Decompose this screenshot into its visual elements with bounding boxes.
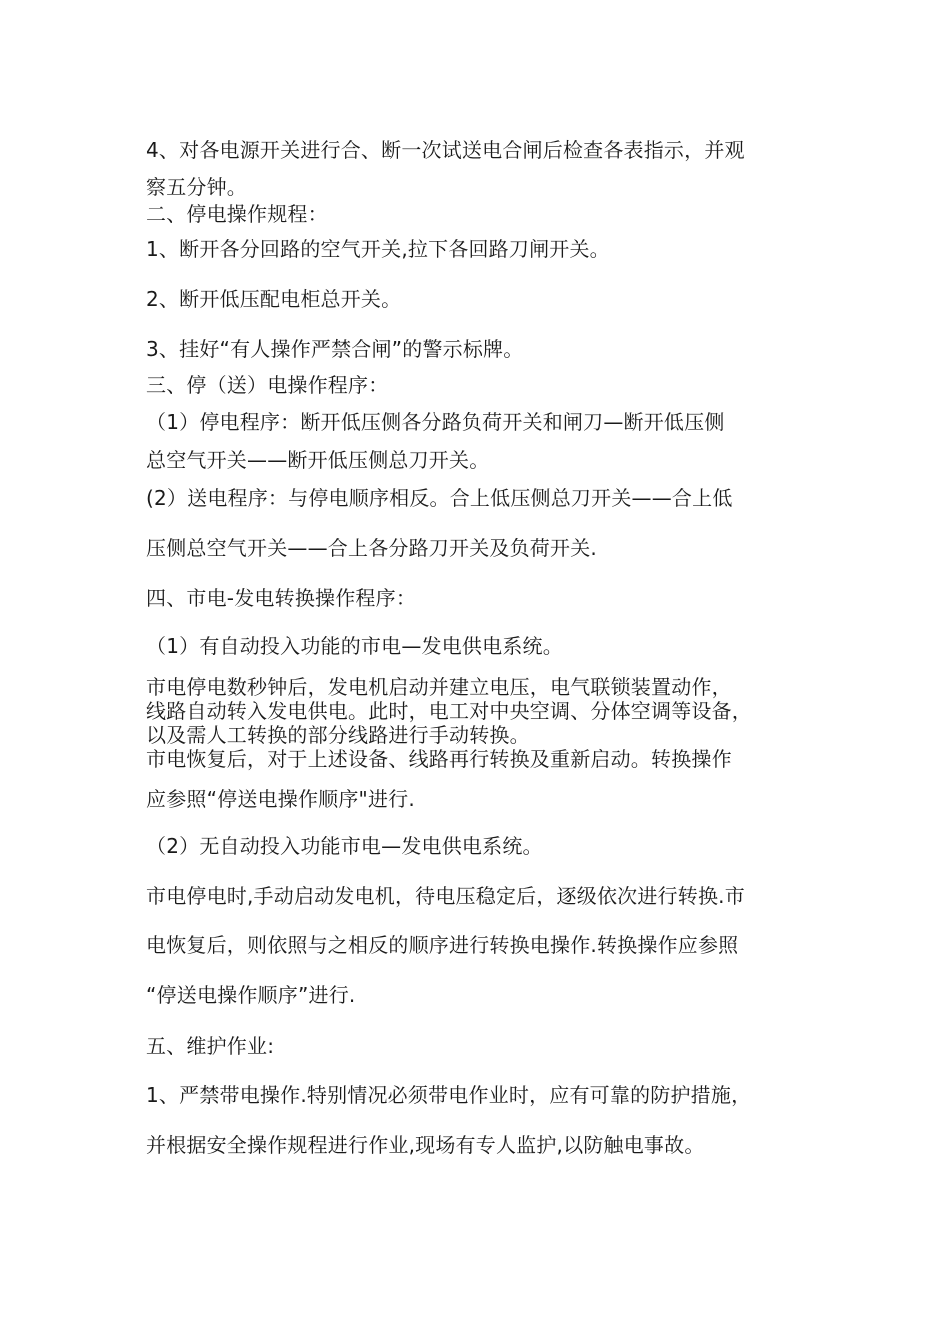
- text-line: 压侧总空气开关——合上各分路刀开关及负荷开关.: [146, 536, 597, 560]
- section-heading: 五、维护作业:: [146, 1034, 275, 1058]
- text-line: 市电停电时,手动启动发电机，待电压稳定后，逐级依次进行转换.市: [146, 884, 745, 908]
- text-line: （1）有自动投入功能的市电—发电供电系统。: [146, 634, 563, 658]
- text-line: 1、严禁带电操作.特别情况必须带电作业时，应有可靠的防护措施，: [146, 1083, 752, 1107]
- text-line: 总空气开关——断开低压侧总刀开关。: [146, 448, 490, 472]
- text-line: 察五分钟。: [146, 175, 247, 199]
- text-line: “停送电操作顺序”进行.: [146, 983, 356, 1007]
- text-line: 3、挂好“有人操作严禁合闸”的警示标牌。: [146, 337, 524, 361]
- text-line: 市电恢复后，对于上述设备、线路再行转换及重新启动。转换操作: [146, 747, 732, 771]
- text-line: 并根据安全操作规程进行作业,现场有专人监护,以防触电事故。: [146, 1133, 705, 1157]
- text-line: 市电停电数秒钟后，发电机启动并建立电压，电气联锁装置动作，: [146, 675, 732, 699]
- text-line: 以及需人工转换的部分线路进行手动转换。: [146, 723, 530, 747]
- text-line: 应参照“停送电操作顺序"进行.: [146, 787, 415, 811]
- text-line: （2）无自动投入功能市电—发电供电系统。: [146, 834, 543, 858]
- text-line: 线路自动转入发电供电。此时，电工对中央空调、分体空调等设备，: [146, 699, 752, 723]
- section-heading: 三、停（送）电操作程序：: [146, 373, 389, 397]
- section-heading: 二、停电操作规程：: [146, 202, 328, 226]
- text-line: 1、断开各分回路的空气开关,拉下各回路刀闸开关。: [146, 237, 610, 261]
- section-heading: 四、市电-发电转换操作程序：: [146, 586, 417, 610]
- text-line: 2、断开低压配电柜总开关。: [146, 287, 402, 311]
- text-line: (2）送电程序：与停电顺序相反。合上低压侧总刀开关——合上低: [146, 486, 733, 510]
- text-line: 电恢复后，则依照与之相反的顺序进行转换电操作.转换操作应参照: [146, 933, 739, 957]
- text-line: 4、对各电源开关进行合、断一次试送电合闸后检查各表指示，并观: [146, 138, 745, 162]
- text-line: （1）停电程序：断开低压侧各分路负荷开关和闸刀—断开低压侧: [146, 410, 725, 434]
